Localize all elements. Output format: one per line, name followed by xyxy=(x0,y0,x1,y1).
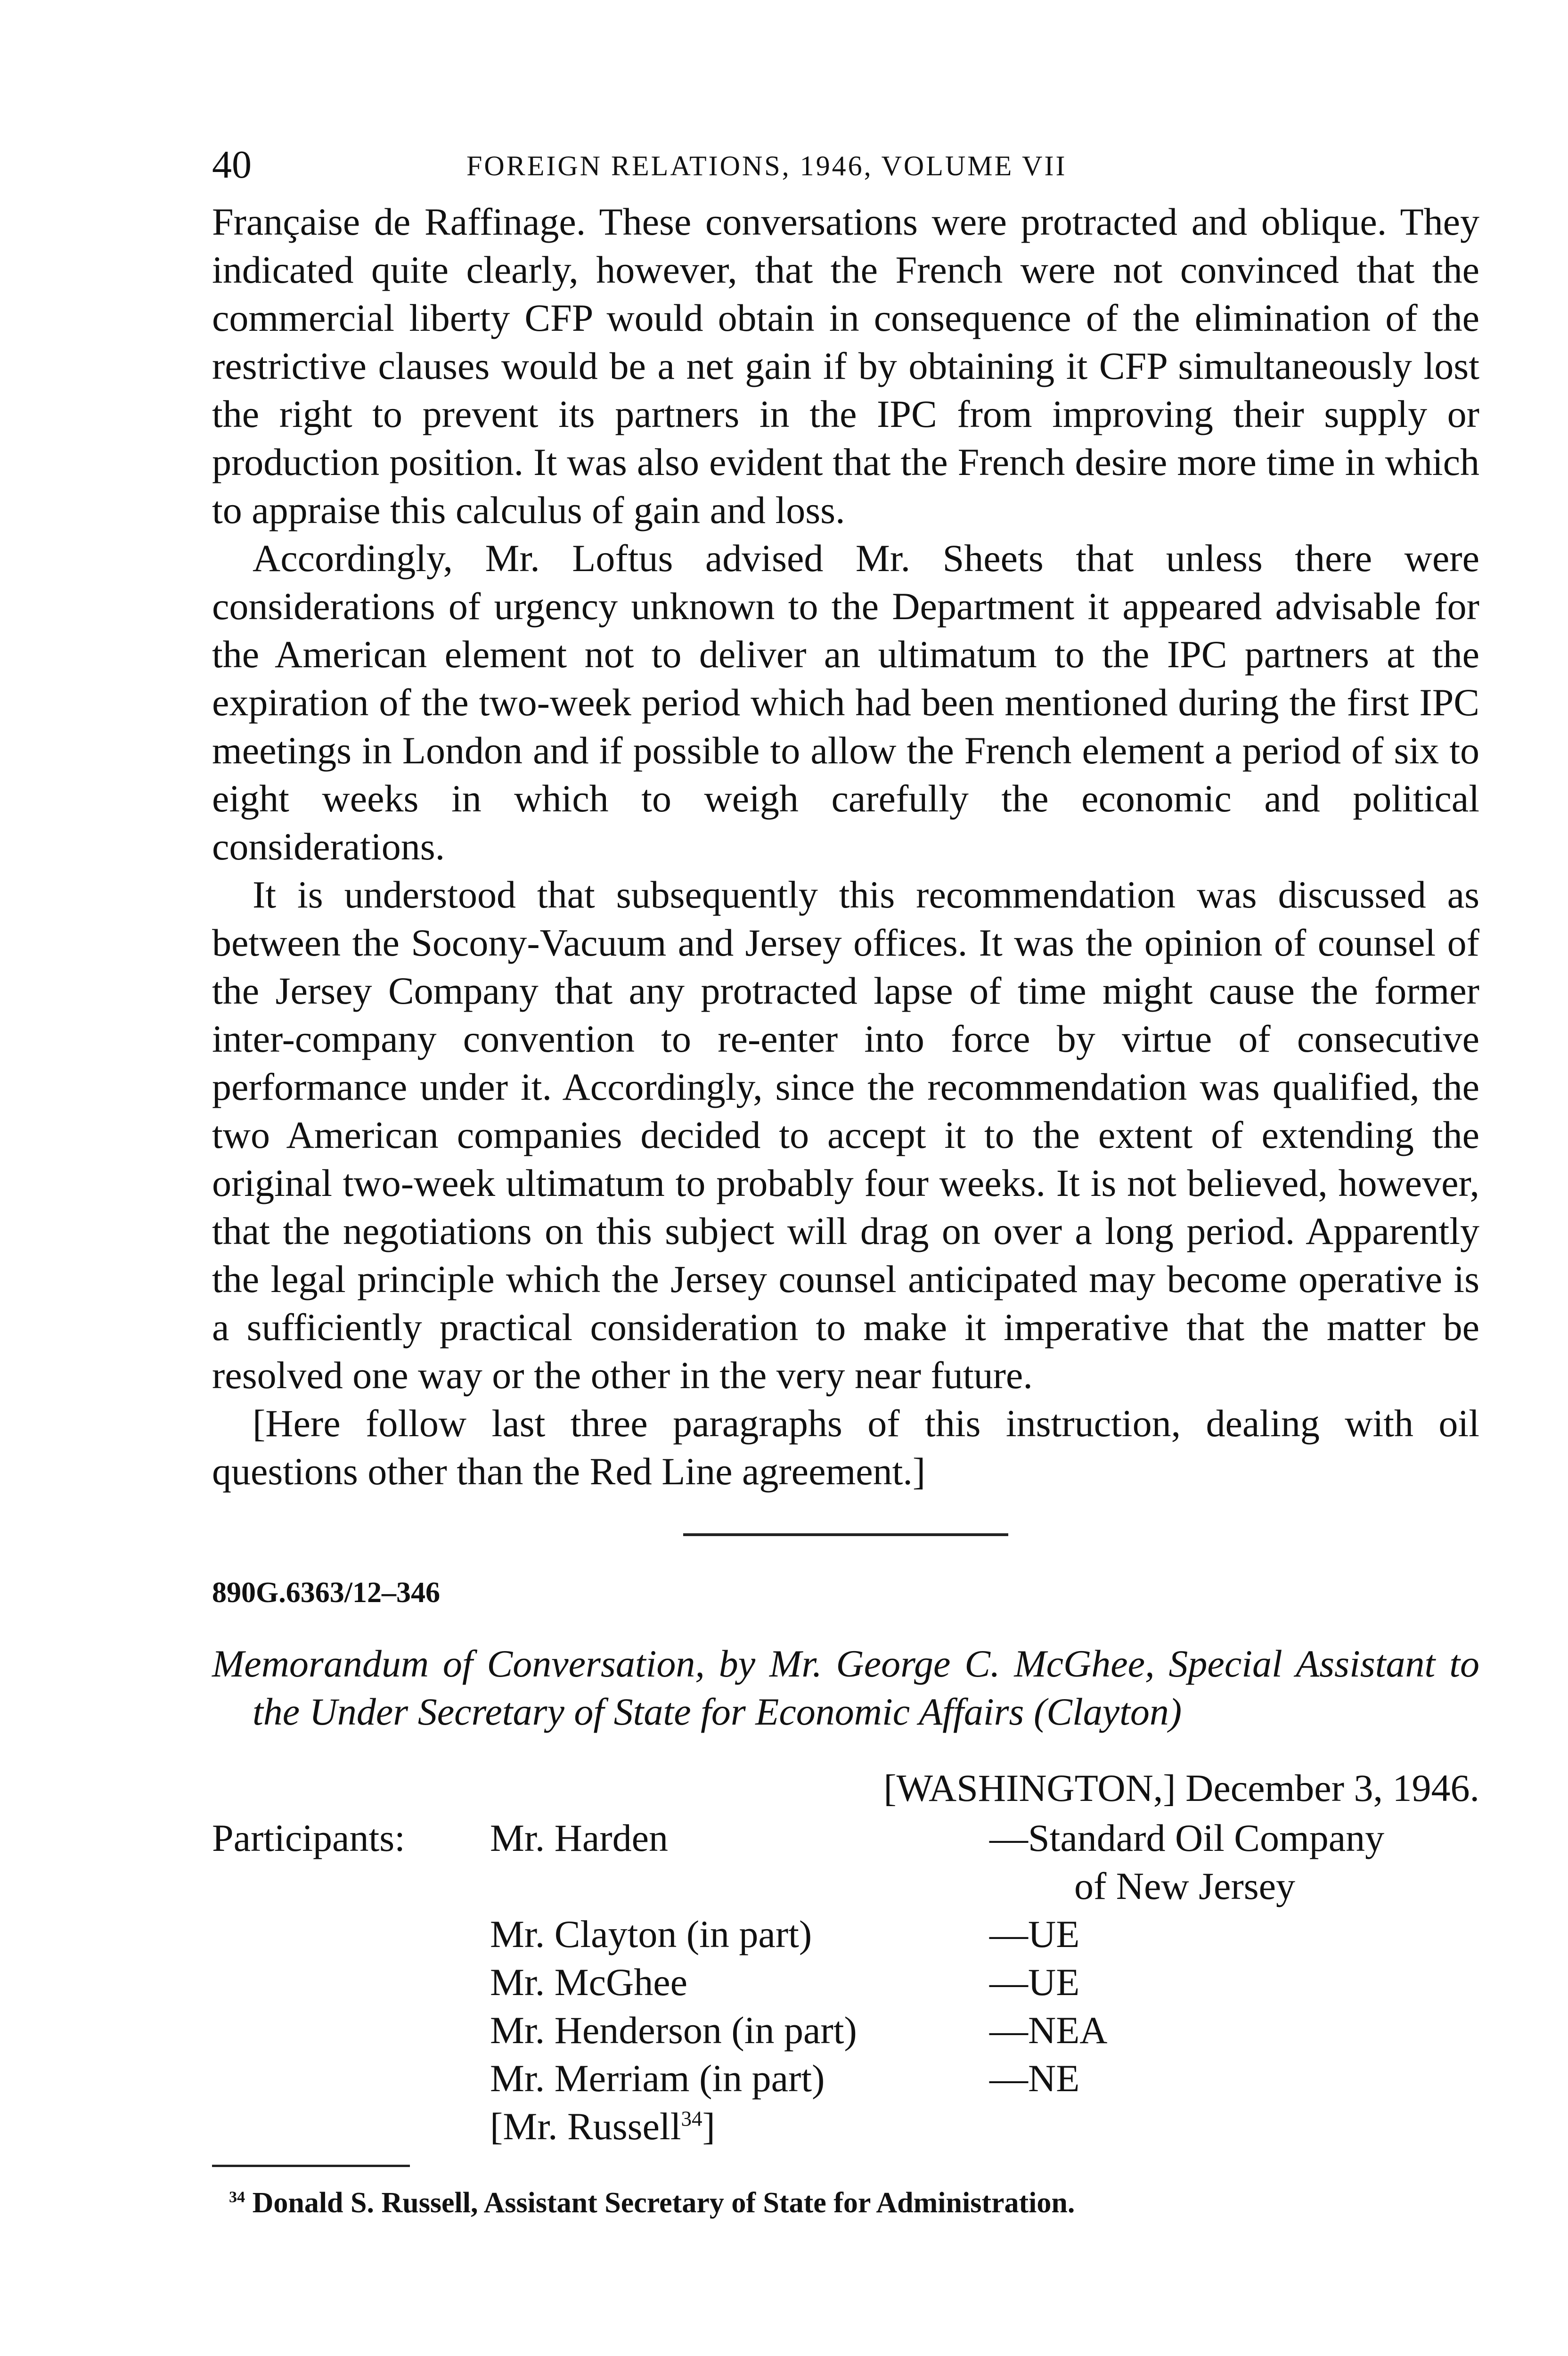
participant-name-suffix: ] xyxy=(702,2105,715,2148)
dateline-date: December 3, 1946. xyxy=(1185,1767,1479,1809)
body-text xyxy=(212,198,1479,1496)
participant-name: Mr. Merriam (in part) xyxy=(490,2057,825,2100)
participant-org: —UE xyxy=(989,1913,1080,1955)
paragraph: Accordingly, Mr. Loftus advised Mr. Sheets that unless there were considerations of urgency unknown to the Department it appeared advisable for the American element not to deliver an ultimatum to the IPC partners at the expiration of the two-week period which had been mentioned during the first IPC meetings in London and if possible to allow the French element a period of six to eight weeks in which to weigh carefully the economic and political considerations. xyxy=(212,537,1479,868)
participant-name xyxy=(490,2102,989,2151)
participant-org: —NE xyxy=(989,2057,1080,2100)
paragraph: Française de Raffinage. These conversations were protracted and oblique. They indicated quite clearly, however, that the French were not convinced that the commercial liberty CFP would obtain in consequence of the elimination of the restrictive clauses would be a net gain if by obtaining it CFP simultaneously lost the right to prevent its partners in the IPC from improving their supply or production position. It was also evident that the French desire more time in which to appraise this calculus of gain and loss. xyxy=(212,200,1479,532)
paragraph: It is understood that subsequently this recommendation was discussed as between the Socony-Vacuum and Jersey offices. It was the opinion of counsel of the Jersey Company that any protracted lapse of time might cause the former inter-company convention to re-enter into force by virtue of consecutive performance under it. Accordingly, since the recommendation was qualified, the two American companies decided to accept it to the extent of extending the original two-week ultimatum to probably four weeks. It is not believed, however, that the negotiations on this subject will drag on over a long period. Apparently the legal principle which the Jersey counsel anticipated may become operative is a sufficiently practical consideration to make it imperative that the matter be resolved one way or the other in the very near future. xyxy=(212,873,1479,1397)
participant-name: Mr. McGhee xyxy=(490,1961,688,2004)
running-head: FOREIGN RELATIONS, 1946, VOLUME VII xyxy=(466,150,1067,181)
footnote-ref: 34 xyxy=(681,2107,702,2131)
participant-org: —NEA xyxy=(989,2009,1108,2052)
dateline-place: [WASHINGTON,] xyxy=(883,1767,1176,1809)
participants-label: Participants: xyxy=(212,1816,405,1859)
file-number: 890G.6363/12–346 xyxy=(212,1577,440,1609)
footnote-text: Donald S. Russell, Assistant Secretary of State for Administration. xyxy=(252,2187,1075,2219)
page-header xyxy=(212,141,1479,198)
participant-org: of New Jersey xyxy=(1074,1865,1296,1907)
footnote xyxy=(212,2184,1479,2222)
participant-org: —Standard Oil Company xyxy=(989,1816,1385,1859)
participant-org: —UE xyxy=(989,1961,1080,2004)
page-number: 40 xyxy=(212,143,252,187)
participant-name-text: [Mr. Russell xyxy=(490,2105,681,2148)
participant-name: Mr. Clayton (in part) xyxy=(490,1913,812,1955)
dateline xyxy=(212,1764,1479,1812)
footnote-rule xyxy=(212,2165,410,2167)
participants-list xyxy=(212,1814,1479,2151)
document-page xyxy=(212,141,1479,2222)
footnote-number: 34 xyxy=(229,2188,245,2206)
participant-name: Mr. Henderson (in part) xyxy=(490,2009,857,2052)
participant-name: Mr. Harden xyxy=(490,1816,669,1859)
section-divider xyxy=(683,1533,1008,1536)
paragraph: [Here follow last three paragraphs of this instruction, dealing with oil questions other than the Red Line agreement.] xyxy=(212,1402,1479,1493)
participant-name xyxy=(490,1862,989,1910)
participant-org xyxy=(989,2102,1479,2151)
memo-title: Memorandum of Conversation, by Mr. George C. McGhee, Special Assistant to the Under Secretary of State for Economic Affairs (Clayton) xyxy=(212,1642,1479,1733)
